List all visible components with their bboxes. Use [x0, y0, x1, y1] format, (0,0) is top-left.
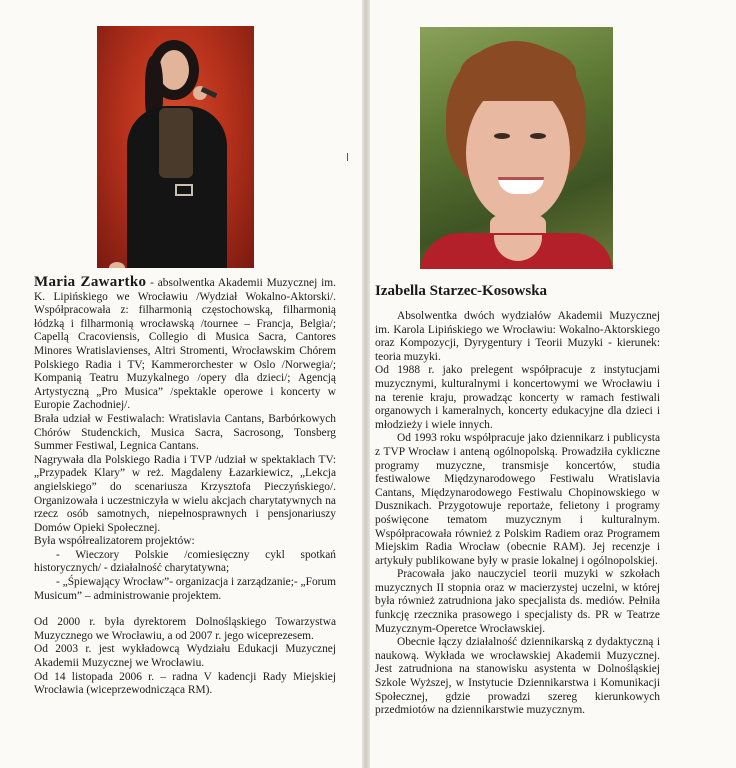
bio-paragraph: Absolwentka dwóch wydziałów Akademii Muzycznej im. Karola Lipińskiego we Wrocławiu: Wokalno-Aktorskiego oraz Kompozycji, Dyrygentury i Teorii Muzyki - kierunek: teoria muzyki. [375, 310, 660, 363]
bio-festivals: Brała udział w Festiwalach: Wratislavia Cantans, Barbórkowych Chórów Studenckich, Musica Sacra, Sacrosong, Tonsberg Summer Festiwal, Legnica Cantans. [34, 412, 336, 453]
bio-recordings: Nagrywała dla Polskiego Radia i TVP /udział w spektaklach TV: „Przypadek Klary” w reż. Magdaleny Łazarkiewicz, „Lekcja angielskiego” do scenariusza Krzysztofa Pieczyńskiego/. Organizowała i uczestniczyła w wielu akcjach charytatywnych na rzecz osób samotnych, niepełnosprawnych i pensjonariuszy Domów Opieki Społecznej. [34, 453, 336, 534]
book-gutter [362, 0, 370, 768]
projects-heading: Była współrealizatorem projektów: [34, 535, 195, 548]
bio-paragraph: Od 1988 r. jako prelegent współpracuje z instytucjami muzycznymi, kulturalnymi i koncertowymi we Wrocławiu i na terenie kraju, prowadząc koncerty w ramach festiwali organowych i kameralnych, koncerty edukacyjne dla dzieci i młodzieży i wiele innych. [375, 364, 660, 431]
bio-paragraph: Od 1993 roku współpracuje jako dziennikarz i publicysta z TVP Wrocław i anteną ogólnopolską. Prowadziła cykliczne programy muzyczne, transmisje koncertów, studia festiwalowe Międzynarodowego Festiwalu Wratislavia Cantans, Międzynarodowego Festiwalu Chopinowskiego w Dusznikach. Przygotowuje reportaże, felietony i programy poświęcone tematom muzycznym i kulturalnym. Współpracowała również z Polskim Radiem oraz Programem Miejskim Radia Wrocław (obecnie RAM). Jej recenzje i artykuły publikowane były w prasie lokalnej i ogólnopolskiej. [375, 432, 660, 567]
maria-zawartko-photo [97, 26, 254, 268]
project-item: - Wieczory Polskie /comiesięczny cykl spotkań historycznych/ - działalność charytatywna; [34, 548, 336, 575]
izabella-starzec-kosowska-name: Izabella Starzec-Kosowska [375, 283, 548, 299]
career-item: Od 2000 r. była dyrektorem Dolnośląskiego Towarzystwa Muzycznego we Wrocławiu, a od 2007 r. jego wiceprezesem. [34, 616, 336, 642]
izabella-starzec-kosowska-bio [375, 310, 660, 718]
bio-intro: - absolwentka Akademii Muzycznej im. K. Lipińskiego we Wrocławiu /Wydział Wokalno-Aktorski/. Współpracowała z: filharmonią częstochowską, filharmonią łódzką i filharmonią wrocławską /tournee – Francja, Belgia/; Capellą Cracoviensis, Collegio di Musica Sacra, Cantores Minores Wratislavienses, Altri Stromenti, Wrocławskim Chórem Polskiego Radia i TV; Kammerorchester w Oslo /Norwegia/; Kompanią Teatru Muzykalnego /opery dla dzieci/; Agencją Artystyczną „Pro Musica” /spektakle operowe i koncerty w Europie Zachodniej/. [34, 277, 336, 412]
page-mark [347, 153, 348, 161]
project-item: - „Śpiewający Wrocław”- organizacja i zarządzanie;- „Forum Musicum” – administrowanie projektem. [34, 576, 336, 602]
izabella-starzec-kosowska-photo [420, 27, 613, 269]
bio-paragraph: Pracowała jako nauczyciel teorii muzyki w szkołach muzycznych II stopnia oraz w macierzystej uczelni, w której była również zatrudniona jako specjalista ds. mediów. Pełniła funkcję rzecznika prasowego i specjalisty ds. PR w Teatrze Muzycznym-Operetce Wrocławskiej. [375, 568, 660, 635]
bio-paragraph: Obecnie łączy działalność dziennikarską z dydaktyczną i naukową. Wykłada we wrocławskiej Akademii Muzycznej. Jest zatrudniona na stanowisku asystenta w Dolnośląskiej Szkole Wyższej, w Instytucie Dziennikarstwa i Komunikacji Społecznej, gdzie prowadzi szereg kierunkowych przedmiotów na dziennikarstwie muzycznym. [375, 636, 660, 717]
career-item: Od 14 listopada 2006 r. – radna V kadencji Rady Miejskiej Wrocławia (wiceprzewodnicząca RM). [34, 670, 336, 697]
maria-zawartko-name: Maria Zawartko [34, 274, 147, 290]
maria-zawartko-bio [34, 276, 336, 698]
career-item: Od 2003 r. jest wykładowcą Wydziału Edukacji Muzycznej Akademii Muzycznej we Wrocławiu. [34, 643, 336, 670]
